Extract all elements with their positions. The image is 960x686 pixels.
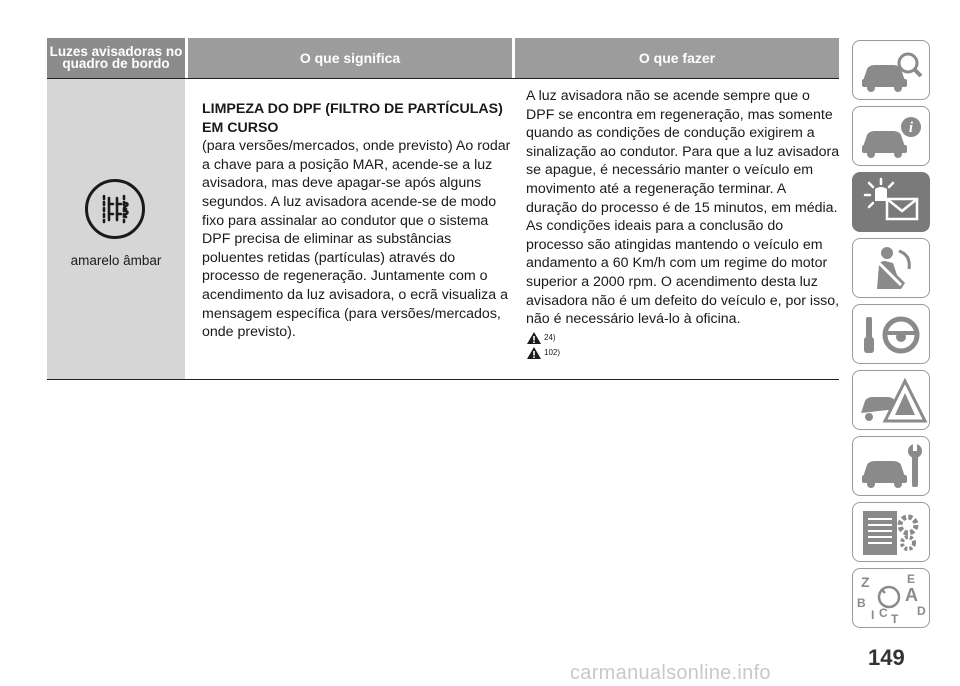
icon-color-caption: amarelo âmbar xyxy=(70,253,162,268)
svg-text:I: I xyxy=(871,608,875,622)
tab-maintenance[interactable] xyxy=(852,436,930,496)
tab-technical-data[interactable] xyxy=(852,502,930,562)
meaning-text: (para versões/mercados, onde previsto) Ao rodar a chave para a posição MAR, acende-se a luz avisadora, mas deve apagar-se após alguns segundos. A luz avisadora acende-se de modo fixo para assinalar ao condutor que o sistema DPF precisa de eliminar as substâncias poluentes retidas (partículas) através do processo de regeneração. Juntamente com o acendimento da luz avisadora, o ecrã visualiza a mensagem específica (para versões/mercados, onde previsto). xyxy=(202,138,511,341)
key-steering-wheel-icon xyxy=(853,305,931,365)
warning-icon xyxy=(526,346,542,360)
reference-item xyxy=(526,346,840,361)
watermark: carmanualsonline.info xyxy=(570,662,771,684)
action-text-1: A luz avisadora não se acende sempre que o DPF se encontra em regeneração, mas somente quando as condições de condução exigirem a sinalização ao condutor. Para que a luz avisadora se apague, é necessário manter o veículo em movimento até a regeneração terminar. A duração do processo é de 15 minutos, em média. xyxy=(526,88,840,216)
caution-icon xyxy=(526,331,542,345)
header-meaning: O que significa xyxy=(188,38,512,78)
svg-text:B: B xyxy=(857,596,866,610)
alphabetical-index-icon xyxy=(853,569,931,629)
svg-text:D: D xyxy=(917,604,926,618)
header-warning-lights: Luzes avisadoras no quadro de bordo xyxy=(47,38,185,78)
svg-text:T: T xyxy=(891,612,899,626)
reference-label: 24) xyxy=(544,332,556,342)
dpf-cleaning-warning-icon xyxy=(85,179,145,239)
action-text-2: As condições ideais para a conclusão do processo são atingidas mantendo o veículo em andamento a 60 Km/h com um regime do motor superior a 2000 rpm. O acendimento desta luz avisadora não é um defeito do veículo e, por isso, não é necessário levá-lo à oficina. xyxy=(526,218,840,328)
reference-label: 102) xyxy=(544,347,561,357)
table-bottom-divider xyxy=(47,379,839,380)
car-info-icon xyxy=(853,107,931,167)
icon-cell xyxy=(47,79,185,379)
tab-car-search[interactable] xyxy=(852,40,930,100)
header-action: O que fazer xyxy=(515,38,839,78)
reference-item xyxy=(526,331,840,346)
action-column xyxy=(526,87,840,361)
tab-emergency[interactable] xyxy=(852,370,930,430)
warning-light-message-icon xyxy=(853,173,931,233)
tab-warning-lights[interactable] xyxy=(852,172,930,232)
svg-text:i: i xyxy=(908,120,914,136)
car-accident-warning-icon xyxy=(853,371,931,431)
svg-text:A: A xyxy=(905,585,918,605)
meaning-column xyxy=(202,100,512,342)
page-number: 149 xyxy=(868,645,905,670)
svg-text:C: C xyxy=(879,606,888,620)
svg-text:Z: Z xyxy=(861,574,870,590)
tab-car-info[interactable] xyxy=(852,106,930,166)
seat-airbag-icon xyxy=(853,239,931,299)
car-search-icon xyxy=(853,41,931,101)
reference-list xyxy=(526,331,840,361)
tab-index[interactable] xyxy=(852,568,930,628)
tab-starting-driving[interactable] xyxy=(852,304,930,364)
meaning-title: LIMPEZA DO DPF (FILTRO DE PARTÍCULAS) EM CURSO xyxy=(202,101,503,136)
tab-safety[interactable] xyxy=(852,238,930,298)
document-gear-icon xyxy=(853,503,931,563)
svg-text:E: E xyxy=(907,572,916,586)
car-wrench-icon xyxy=(853,437,931,497)
